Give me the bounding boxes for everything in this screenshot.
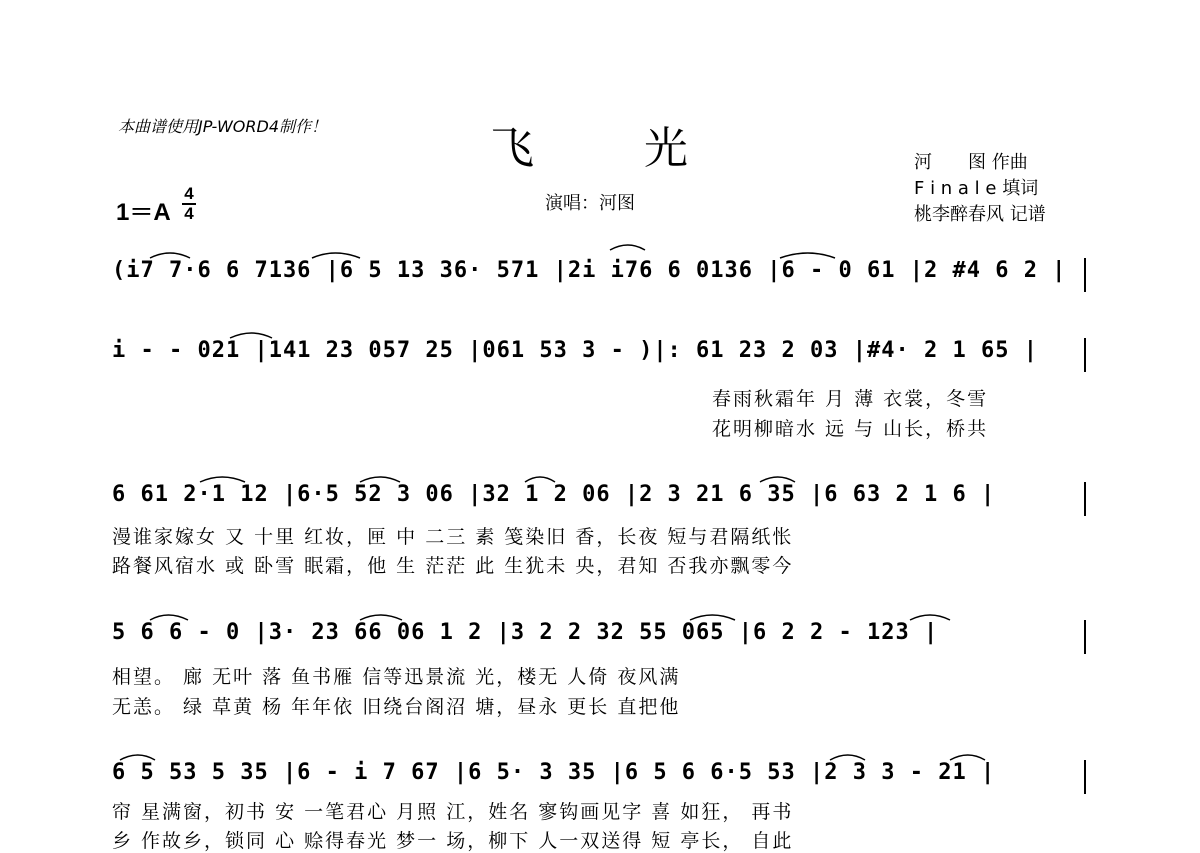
score-line-5: 6 5 53 5 35 |6 - i 7 67 |6 5· 3 35 |6 5 6 6·5 53 |2 3 3 - 21 | bbox=[112, 760, 996, 785]
time-signature bbox=[182, 186, 196, 222]
song-title: 飞光 bbox=[490, 123, 798, 174]
lyric-line-2-verse-2: 花明柳暗水 远 与 山长，桥共 bbox=[712, 418, 989, 440]
lyric-line-3-verse-2: 路餐风宿水 或 卧雪 眠霜，他 生 茫茫 此 生犹未 央，君知 否我亦飘零今 bbox=[112, 555, 794, 577]
lyric-line-3-verse-1: 漫谁家嫁女 又 十里 红妆，匣 中 二三 素 笺染旧 香，长夜 短与君隔纸怅 bbox=[112, 526, 794, 548]
lyric-line-4-verse-2: 无恙。 绿 草黄 杨 年年依 旧绕台阁沼 塘，昼永 更长 直把他 bbox=[112, 696, 681, 718]
key-signature: 1＝A bbox=[116, 199, 171, 226]
singer-credit: 演唱：河图 bbox=[545, 193, 635, 214]
composer-credit: 河 图 作曲 bbox=[914, 152, 1028, 173]
score-line-2: i - - 021 |141 23 057 25 |061 53 3 - )|: 61 23 2 03 |#4· 2 1 65 | bbox=[112, 338, 1038, 363]
watermark-text: 本曲谱使用JP-WORD4制作！ bbox=[118, 117, 328, 136]
credits-block bbox=[914, 150, 1046, 228]
time-signature-top: 4 bbox=[184, 184, 194, 203]
lyric-line-2-verse-1: 春雨秋霜年 月 薄 衣裳，冬雪 bbox=[712, 388, 989, 410]
transcriber-credit: 桃李醉春风 记谱 bbox=[914, 204, 1046, 225]
score-line-4: 5 6 6 - 0 |3· 23 66 06 1 2 |3 2 2 32 55 065 |6 2 2 - 123 | bbox=[112, 620, 939, 645]
lyric-line-5-verse-1: 帘 星满窗，初书 安 一笔君心 月照 江，姓名 寥钩画见字 喜 如狂， 再书 bbox=[112, 801, 794, 823]
time-signature-bottom: 4 bbox=[184, 204, 194, 223]
score-line-1: (i7 7·6 6 7136 |6 5 13 36· 571 |2i i76 6 0136 |6 - 0 61 |2 #4 6 2 | bbox=[112, 258, 1067, 283]
lyricist-credit: F i n a l e 填词 bbox=[914, 178, 1039, 199]
slur-mark bbox=[610, 245, 645, 250]
lyric-line-5-verse-2: 乡 作故乡，锁同 心 赊得春光 梦一 场，柳下 人一双送得 短 亭长， 自此 bbox=[112, 830, 794, 852]
score-line-3: 6 61 2·1 12 |6·5 52 3 06 |32 1 2 06 |2 3 21 6 35 |6 63 2 1 6 | bbox=[112, 482, 996, 507]
lyric-line-4-verse-1: 相望。 廊 无叶 落 鱼书雁 信等迅景流 光，楼无 人倚 夜风满 bbox=[112, 666, 681, 688]
